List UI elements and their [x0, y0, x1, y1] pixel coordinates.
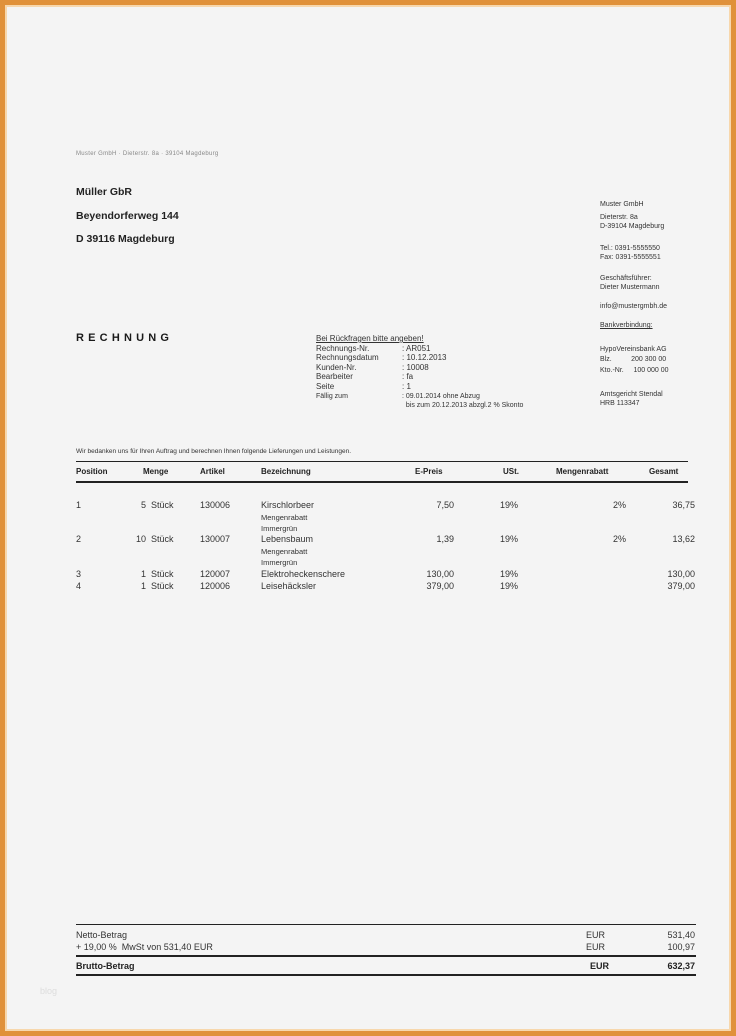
row4-vat: 19%: [500, 581, 519, 591]
hrb: HRB 113347: [600, 400, 640, 407]
row2-desc: Lebensbaum: [261, 534, 314, 544]
row3-vat: 19%: [500, 569, 519, 579]
row2-desc2: Mengenrabatt: [261, 547, 308, 556]
row4-article: 120006: [200, 581, 231, 591]
row1-desc2: Mengenrabatt: [261, 513, 308, 522]
row1-vat: 19%: [500, 500, 519, 510]
table-header-rule: [76, 481, 688, 483]
recipient-city: D 39116 Magdeburg: [76, 233, 175, 245]
row3-article: 120007: [200, 569, 231, 579]
col-gesamt: Gesamt: [649, 467, 679, 476]
totals-mid-rule: [76, 955, 696, 957]
company-fax: Fax: 0391-5555551: [600, 254, 661, 261]
row1-desc3: Immergrün: [261, 524, 298, 533]
vat-value: 100,97: [667, 942, 695, 952]
document-title: RECHNUNG: [76, 332, 174, 344]
col-artikel: Artikel: [200, 467, 225, 476]
row2-discount: 2%: [612, 534, 626, 544]
row3-total: 130,00: [667, 569, 695, 579]
row1-pos: 1: [76, 500, 82, 510]
company-city: D-39104 Magdeburg: [600, 223, 665, 230]
company-tel: Tel.: 0391-5555550: [600, 245, 660, 252]
info-row: Seite : 1: [316, 381, 411, 391]
table-top-rule: [76, 461, 688, 462]
row1-article: 130006: [200, 500, 231, 510]
row2-desc3: Immergrün: [261, 558, 298, 567]
col-mengenrabatt: Mengenrabatt: [556, 467, 609, 476]
row2-qty: 10: [135, 534, 146, 544]
row4-total: 379,00: [667, 581, 695, 591]
col-position: Position: [76, 467, 108, 476]
row4-desc: Leisehäcksler: [261, 581, 317, 591]
company-manager: Dieter Mustermann: [600, 284, 660, 291]
totals-bottom-rule: [76, 974, 696, 976]
intro-text: Wir bedanken uns für Ihren Auftrag und berechnen Ihnen folgende Lieferungen und Leistungen.: [76, 448, 352, 455]
bank-name: HypoVereinsbank AG: [600, 346, 667, 353]
row1-desc: Kirschlorbeer: [261, 500, 315, 510]
row1-total: 36,75: [672, 500, 695, 510]
totals-top-rule: [76, 924, 696, 925]
info-row: Bearbeiter : fa: [316, 372, 414, 382]
company-street: Dieterstr. 8a: [600, 214, 638, 221]
row1-discount: 2%: [612, 500, 626, 510]
row4-qty: 1: [140, 581, 146, 591]
info-heading: Bei Rückfragen bitte angeben!: [316, 334, 424, 343]
info-row: Rechnungsdatum : 10.12.2013: [316, 353, 447, 363]
recipient-street: Beyendorferweg 144: [76, 210, 179, 222]
row3-unit: Stück: [151, 569, 174, 579]
col-ust: USt.: [503, 467, 519, 476]
vat-label: + 19,00 % MwSt von 531,40 EUR: [76, 942, 213, 952]
sender-line: Muster GmbH · Dieterstr. 8a · 39104 Magdeburg: [76, 151, 219, 157]
row1-price: 7,50: [436, 500, 454, 510]
info-row: Rechnungs-Nr. : AR051: [316, 343, 431, 353]
row1-unit: Stück: [151, 500, 174, 510]
gross-value: 632,37: [667, 961, 695, 971]
invoice-info: [316, 334, 523, 411]
row3-desc: Elektroheckenschere: [261, 569, 346, 579]
bank-label: Bankverbindung:: [600, 322, 653, 329]
row4-pos: 4: [76, 581, 82, 591]
gross-label: Brutto-Betrag: [76, 961, 135, 971]
net-label: Netto-Betrag: [76, 930, 128, 940]
row3-price: 130,00: [426, 569, 454, 579]
info-row: bis zum 20.12.2013 abzgl.2 % Skonto: [402, 402, 524, 410]
row2-article: 130007: [200, 534, 231, 544]
bank-blz: Blz. 200 300 00: [600, 356, 667, 363]
watermark: blog: [40, 986, 58, 996]
row2-price: 1,39: [436, 534, 454, 544]
col-epreis: E-Preis: [415, 467, 443, 476]
row4-price: 379,00: [426, 581, 454, 591]
bank-account: Kto.-Nr. 100 000 00: [600, 367, 669, 374]
gross-currency: EUR: [590, 961, 610, 971]
vat-currency: EUR: [586, 942, 606, 952]
court: Amtsgericht Stendal: [600, 391, 663, 398]
company-manager-label: Geschäftsführer:: [600, 275, 652, 282]
row1-qty: 5: [140, 500, 146, 510]
row2-vat: 19%: [500, 534, 519, 544]
info-row: Kunden-Nr. : 10008: [316, 362, 429, 372]
company-email[interactable]: info@mustergmbh.de: [600, 303, 668, 310]
col-menge: Menge: [143, 467, 169, 476]
info-row: Fällig zum : 09.01.2014 ohne Abzug: [316, 392, 480, 400]
row2-total: 13,62: [672, 534, 695, 544]
row2-unit: Stück: [151, 534, 174, 544]
company-name: Muster GmbH: [600, 201, 644, 208]
row4-unit: Stück: [151, 581, 174, 591]
row3-qty: 1: [140, 569, 146, 579]
row3-pos: 3: [76, 569, 82, 579]
net-value: 531,40: [667, 930, 695, 940]
recipient-name: Müller GbR: [76, 186, 133, 198]
row2-pos: 2: [76, 534, 82, 544]
col-bezeichnung: Bezeichnung: [261, 467, 311, 476]
net-currency: EUR: [586, 930, 606, 940]
